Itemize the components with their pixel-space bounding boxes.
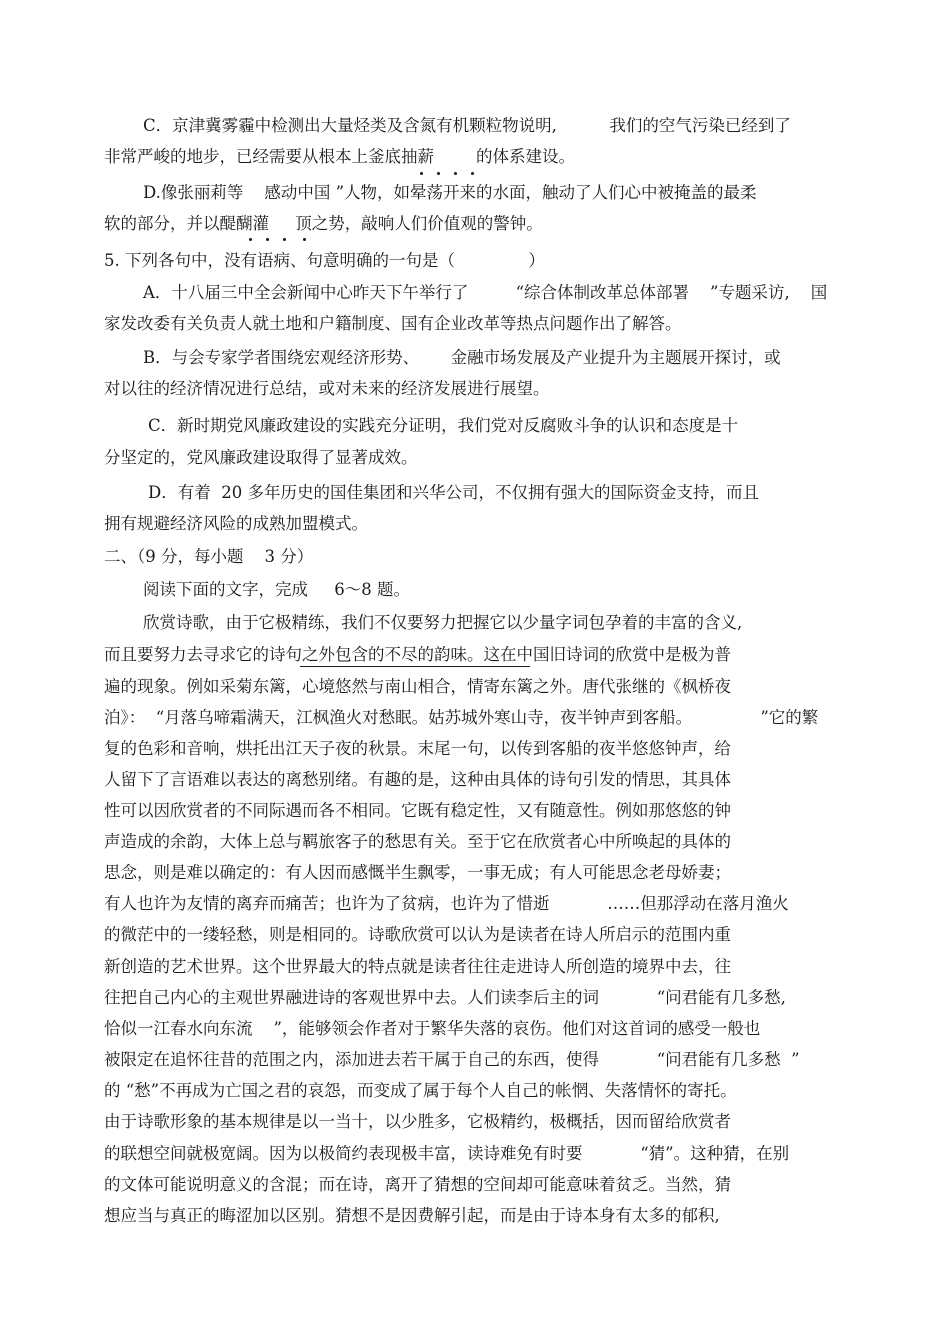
- reading-instruction: 阅读下面的文字，完成 6～8 题。: [143, 580, 410, 599]
- emphasis-dot: [249, 238, 252, 241]
- option-5d-line-2: 拥有规避经济风险的成熟加盟模式。: [104, 514, 368, 533]
- passage-line: 想应当与真正的晦涩加以区别。猜想不是因费解引起，而是由于诗本身有太多的郁积,: [104, 1206, 720, 1225]
- passage-line: 由于诗歌形象的基本规律是以一当十，以少胜多，它极精约，极概括，因而留给欣赏者: [104, 1112, 731, 1131]
- passage-line: 的 “愁”不再成为亡国之君的哀怨，而变成了属于每个人自己的帐惘、失落情怀的寄托。: [104, 1081, 737, 1100]
- passage-line: 复的色彩和音响，烘托出江天子夜的秋景。末尾一句，以传到客船的夜半悠悠钟声，给: [104, 739, 731, 758]
- passage-line: 往把自己内心的主观世界融进诗的客观世界中去。人们读李后主的词 “问君能有几多愁,: [104, 988, 786, 1007]
- passage-line: 而且要努力去寻求它的诗句之外包含的不尽的韵味。这在中国旧诗词的欣赏中是极为普: [104, 645, 731, 664]
- passage-line: 性可以因欣赏者的不同际遇而各不相同。它既有稳定性，又有随意性。例如那悠悠的钟: [104, 801, 731, 820]
- option-5c-line-2: 分坚定的，党风廉政建设取得了显著成效。: [104, 448, 418, 467]
- passage-line: 有人也许为友情的离弃而痛苦；也许为了贫病，也许为了惜逝 ……但那浮动在落月渔火: [104, 894, 789, 913]
- emphasis-dot: [283, 238, 286, 241]
- option-5a-line-2: 家发改委有关负责人就土地和户籍制度、国有企业改革等热点问题作出了解答。: [104, 314, 682, 333]
- option-5d-line-1: D．有着 20 多年历史的国佳集团和兴华公司，不仅拥有强大的国际资金支持，而且: [148, 483, 759, 502]
- option-4c-line-1: C．京津冀雾霾中检测出大量烃类及含氮有机颗粒物说明, 我们的空气污染已经到了: [143, 116, 791, 135]
- emphasis-dot: [420, 172, 423, 175]
- question-5-stem: 5. 下列各句中，没有语病、句意明确的一句是（ ）: [104, 251, 545, 270]
- passage-line: 的微茫中的一缕轻愁，则是相同的。诗歌欣赏可以认为是读者在诗人所启示的范围内重: [104, 925, 731, 944]
- passage-line: 被限定在追怀往昔的范围之内，添加进去若干属于自己的东西，使得 “问君能有几多愁 ”: [104, 1050, 800, 1069]
- option-5b-line-1: B．与会专家学者围绕宏观经济形势、 金融市场发展及产业提升为主题展开探讨，或: [143, 348, 781, 367]
- emphasis-dot: [303, 238, 306, 241]
- passage-line: 新创造的艺术世界。这个世界最大的特点就是读者往往走进诗人所创造的境界中去，往: [104, 957, 731, 976]
- emphasis-dot: [437, 172, 440, 175]
- passage-line: 声造成的余韵，大体上总与羁旅客子的愁思有关。至于它在欣赏者心中所唤起的具体的: [104, 832, 731, 851]
- passage-underline: [300, 666, 530, 667]
- passage-line: 的联想空间就极宽阔。因为以极简约表现极丰富，读诗难免有时要 “猜”。这种猜，在别: [104, 1144, 790, 1163]
- passage-line: 人留下了言语难以表达的离愁别绪。有趣的是，这种由具体的诗句引发的情思，其具体: [104, 770, 731, 789]
- passage-line: 遍的现象。例如采菊东篱，心境悠然与南山相合，情寄东篱之外。唐代张继的《枫桥夜: [104, 677, 731, 696]
- option-4d-line-1: D.像张丽莉等 感动中国 ”人物，如晕荡开来的水面，触动了人们心中被掩盖的最柔: [143, 183, 757, 202]
- passage-line: 恰似一江春水向东流 ”，能够领会作者对于繁华失落的哀伤。他们对这首词的感受一般也: [104, 1019, 761, 1038]
- option-5c-line-1: C．新时期党风廉政建设的实践充分证明，我们党对反腐败斗争的认识和态度是十: [148, 416, 739, 435]
- option-5a-line-1: A．十八届三中全会新闻中心昨天下午举行了 “综合体制改革总体部署 ”专题采访, 国: [143, 283, 828, 302]
- option-4c-line-2: 非常严峻的地步，已经需要从根本上釜底抽薪 的体系建设。: [104, 147, 575, 166]
- passage-line: 泊》： “月落乌啼霜满天，江枫渔火对愁眠。姑苏城外寒山寺，夜半钟声到客船。 ”它的繁: [104, 708, 819, 727]
- option-4d-line-2: 软的部分，并以醍醐灌 顶之势，敲响人们价值观的警钟。: [104, 214, 543, 233]
- emphasis-dot: [471, 172, 474, 175]
- passage-line: 思念，则是难以确定的：有人因而感慨半生飘零，一事无成；有人可能思念老母娇妻；: [104, 863, 731, 882]
- passage-line: 的文体可能说明意义的含混；而在诗，离开了猜想的空间却可能意味着贫乏。当然，猜: [104, 1175, 731, 1194]
- emphasis-dot: [454, 172, 457, 175]
- emphasis-dot: [266, 238, 269, 241]
- passage-line: 欣赏诗歌，由于它极精练，我们不仅要努力把握它以少量字词包孕着的丰富的含义,: [143, 613, 743, 632]
- section-2-heading: 二、（9 分，每小题 3 分）: [104, 547, 314, 566]
- option-5b-line-2: 对以往的经济情况进行总结，或对未来的经济发展进行展望。: [104, 379, 550, 398]
